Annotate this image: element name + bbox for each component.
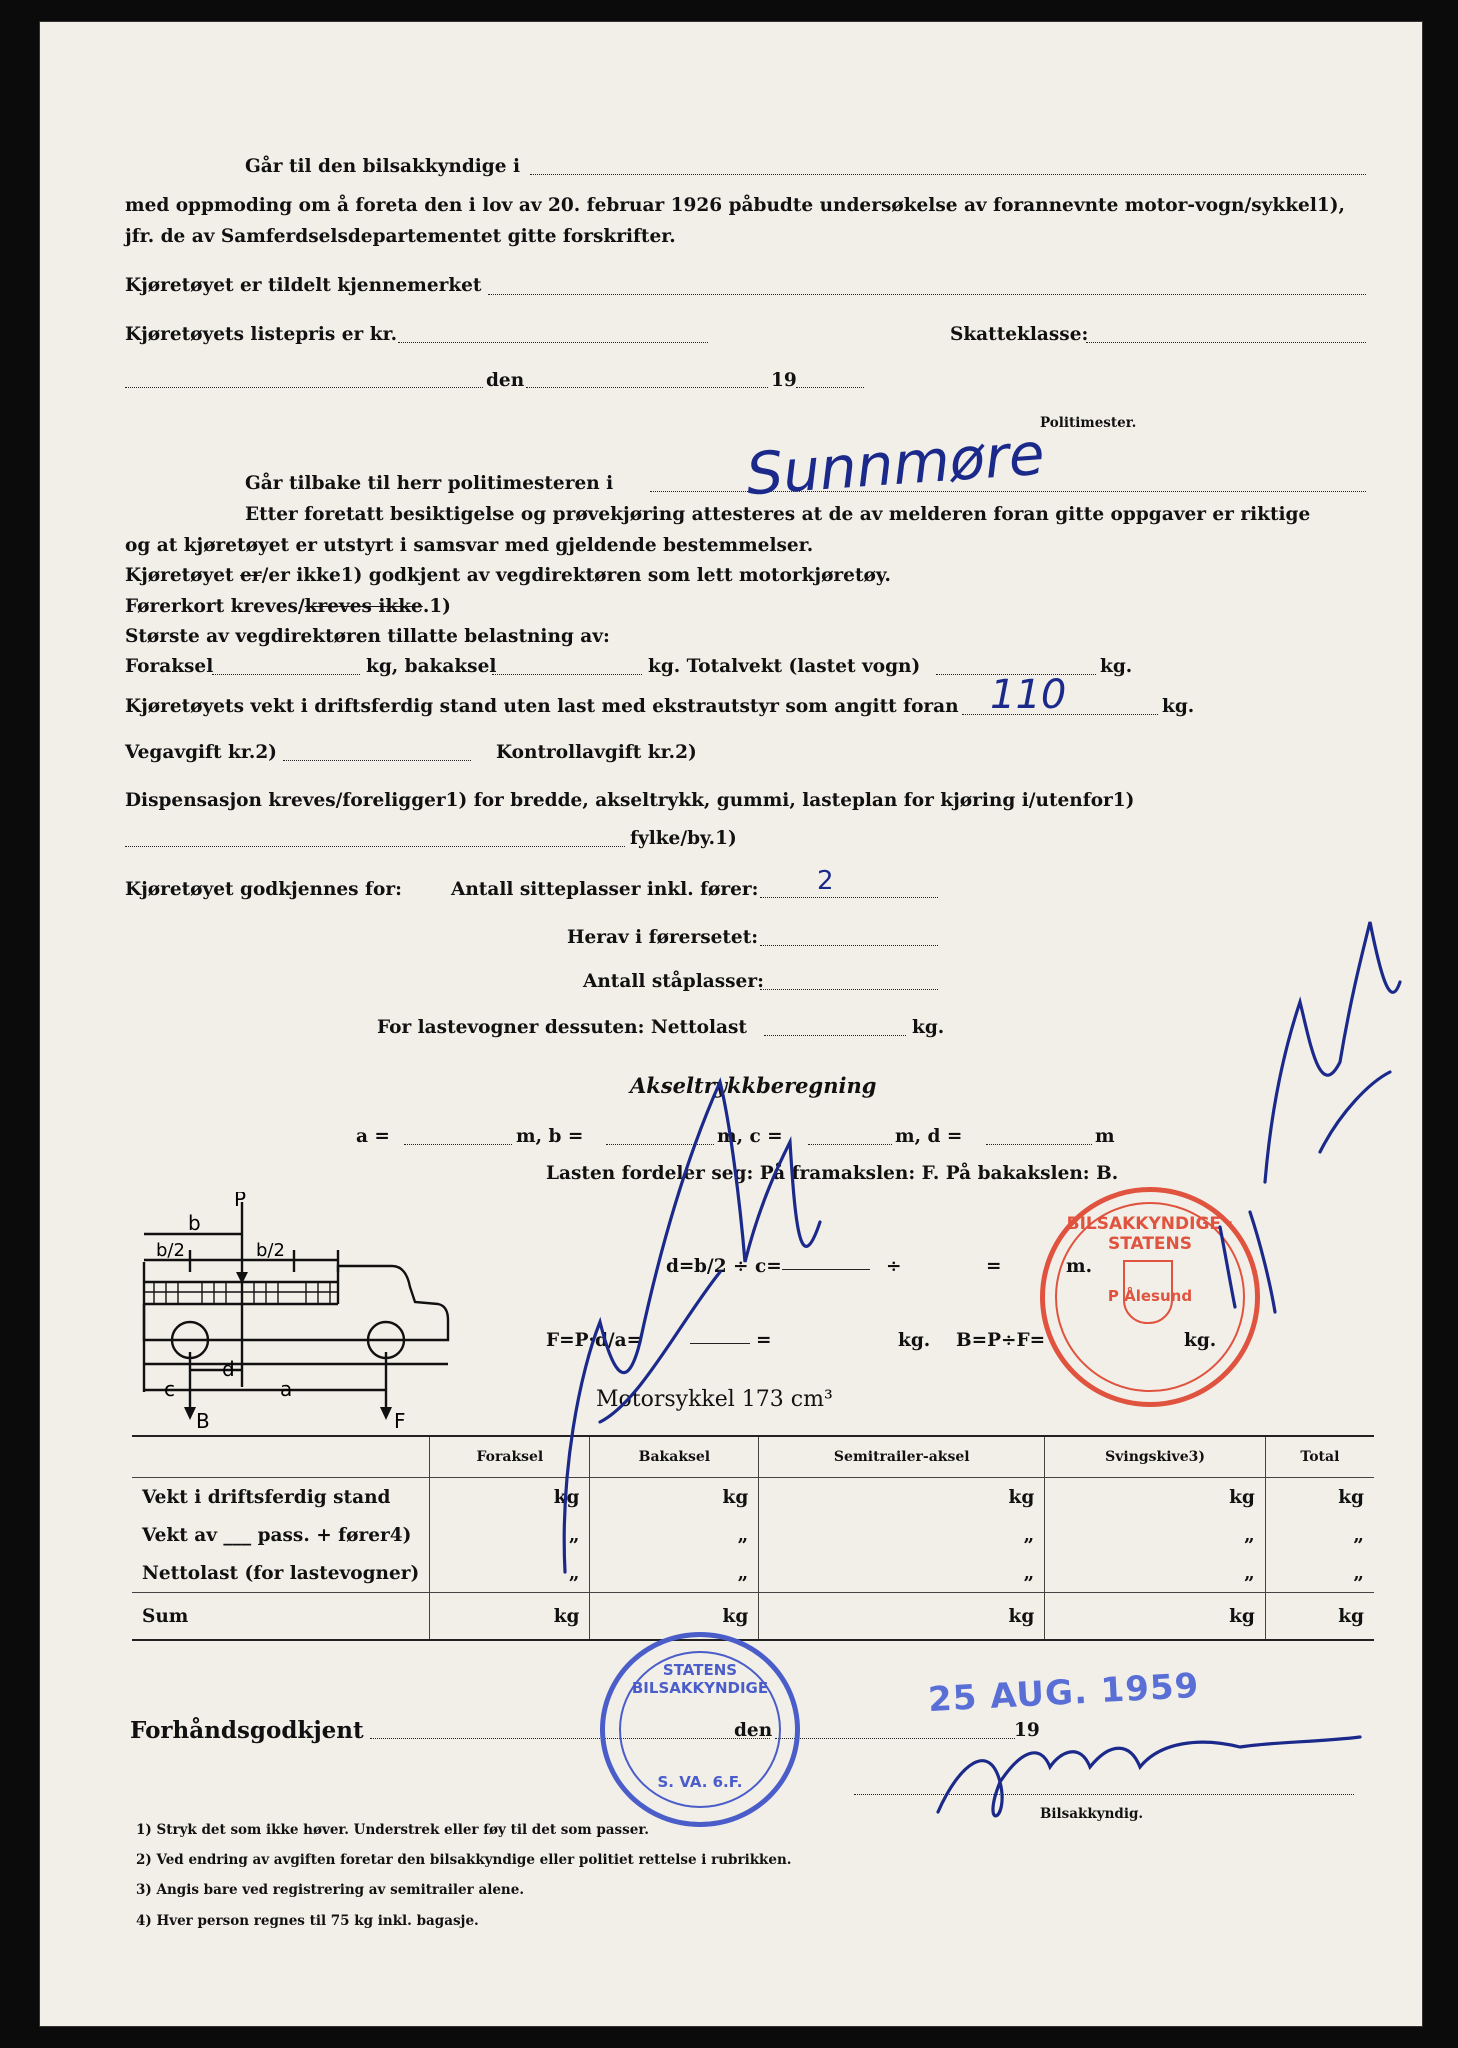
bilsakkyndig-label: Bilsakkyndig. (1040, 1806, 1144, 1822)
diagram-p: P (234, 1192, 247, 1211)
return-label: Går tilbake til herr politimesteren i (245, 473, 614, 494)
dispensasjon-label: Dispensasjon kreves/foreligger1) for bredde, akseltrykk, gummi, lasteplan for kjøring i/utenfor1) (125, 790, 1135, 811)
para2: og at kjøretøyet er utstyrt i samsvar med gjeldende bestemmelser. (125, 535, 814, 556)
politimester-label: Politimester. (1040, 415, 1137, 431)
vegavgift-label: Vegavgift kr.2) (125, 742, 277, 763)
handwritten-signatures (40, 22, 1422, 2026)
footnote-1: 1) Stryk det som ikke høver. Understrek eller føy til det som passer. (136, 1822, 649, 1838)
m-b: m, b = (516, 1126, 584, 1147)
diagram-b2a: b/2 (156, 1240, 185, 1261)
nettolast-label: For lastevogner dessuten: Nettolast (377, 1017, 747, 1038)
m-c: m, c = (717, 1126, 783, 1147)
formula-f: F=P·d/a= (546, 1330, 643, 1351)
table-header: Foraksel (430, 1436, 590, 1478)
para1: Etter foretatt besiktigelse og prøvekjøring attesteres at de av melderen foran gitte oppgaver er riktige (245, 504, 1311, 525)
a-label: a = (356, 1126, 390, 1147)
date-stamp: 25 AUG. 1959 (927, 1665, 1201, 1721)
staplasser-label: Antall ståplasser: (583, 971, 764, 992)
table-row: Vekt av ___ pass. + fører4) „ „ „ „ „ (132, 1516, 1374, 1554)
red-stamp-text: BILSAKKYNDIGE · STATENS (1066, 1214, 1234, 1254)
header-line3: jfr. de av Samferdselsdepartementet gitte forskrifter. (125, 226, 676, 247)
forersetet-label: Herav i førersetet: (567, 927, 759, 948)
kg-total: kg. (1100, 656, 1133, 677)
listepris-label: Kjøretøyets listepris er kr. (125, 324, 398, 345)
formula-b2c: b/2 ÷ c= (694, 1256, 782, 1277)
blue-stamp-small: S. VA. 6.F. (657, 1773, 743, 1791)
diagram-b: b (188, 1211, 201, 1235)
footnote-2: 2) Ved endring av avgiften foretar den bilsakkyndige eller politiet rettelse i rubrikken. (136, 1852, 792, 1868)
table-header: Total (1265, 1436, 1374, 1478)
footer-year: 19 (1014, 1720, 1040, 1741)
formula-eq: = (986, 1256, 1002, 1277)
sitteplasser-label: Antall sitteplasser inkl. fører: (451, 879, 759, 900)
formula-div: ÷ (886, 1256, 902, 1277)
lasten-label: Lasten fordeler seg: På framakslen: F. På bakakslen: B. (546, 1163, 1119, 1184)
diagram-f: F (394, 1409, 406, 1432)
kg-vekt: kg. (1162, 696, 1195, 717)
vekt-label: Kjøretøyets vekt i driftsferdig stand uten last med ekstrautstyr som angitt foran (125, 696, 959, 717)
kontrollavgift-label: Kontrollavgift kr.2) (496, 742, 697, 763)
handwritten-place: Sunnmøre (743, 419, 1047, 509)
formula-eq2: = (756, 1330, 772, 1351)
m-end: m (1095, 1126, 1115, 1147)
m-d: m, d = (895, 1126, 963, 1147)
formula-b: B=P÷F= (956, 1330, 1046, 1351)
fylke-label: fylke/by.1) (630, 828, 737, 849)
table-row-sum: Sum kg kg kg kg kg (132, 1593, 1374, 1641)
blue-stamp-text: STATENS BILSAKKYNDIGE (631, 1661, 769, 1697)
table-header: Semitrailer-aksel (759, 1436, 1045, 1478)
diagram-d: d (222, 1357, 235, 1381)
diagram-bb: B (196, 1409, 210, 1432)
formula-kg: kg. (898, 1330, 931, 1351)
formula-kg2: kg. (1184, 1330, 1217, 1351)
year-prefix: 19 (771, 370, 797, 391)
kjennemerke-label: Kjøretøyet er tildelt kjennemerket (125, 275, 482, 296)
motorsykkel-label: Motorsykkel 173 cm³ (596, 1387, 833, 1412)
godkjent-line: Kjøretøyet er/er ikke1) godkjent av vegdirektøren som lett motorkjøretøy. (125, 565, 891, 586)
table-row: Nettolast (for lastevogner) „ „ „ „ „ (132, 1554, 1374, 1593)
sitteplasser-value: 2 (817, 866, 834, 896)
skatteklasse-label: Skatteklasse: (950, 324, 1089, 345)
formula-d: d= (666, 1256, 695, 1277)
vekt-value: 110 (990, 672, 1067, 718)
header-line1: Går til den bilsakkyndige i (245, 156, 520, 177)
footer-den: den (734, 1720, 773, 1741)
table-header: Bakaksel (590, 1436, 759, 1478)
formula-m: m. (1066, 1256, 1093, 1277)
red-stamp-small: P Ålesund (1107, 1287, 1193, 1305)
footnote-3: 3) Angis bare ved registrering av semitrailer alene. (136, 1882, 525, 1898)
header-line2: med oppmoding om å foreta den i lov av 20. februar 1926 påbudte undersøkelse av forannevnte motor-vogn/sykkel1), (125, 195, 1345, 216)
akseltrykk-title: Akseltrykkberegning (630, 1073, 877, 1098)
form-sheet (40, 22, 1422, 2026)
diagram-a: a (280, 1377, 293, 1401)
kg-nettolast: kg. (912, 1017, 945, 1038)
kg-totalvekt: kg. Totalvekt (lastet vogn) (648, 656, 921, 677)
diagram-c: c (164, 1377, 175, 1401)
diagram-b2b: b/2 (256, 1240, 285, 1261)
den-label: den (486, 370, 525, 391)
kg-bakaksel: kg, bakaksel (366, 656, 497, 677)
footnote-4: 4) Hver person regnes til 75 kg inkl. bagasje. (136, 1913, 479, 1929)
table-header: Svingskive3) (1045, 1436, 1266, 1478)
godkjennes-label: Kjøretøyet godkjennes for: (125, 879, 402, 900)
belastning-label: Største av vegdirektøren tillatte belastning av: (125, 626, 610, 647)
forhands-label: Forhåndsgodkjent (130, 1717, 364, 1744)
table-row: Vekt i driftsferdig stand kg kg kg kg kg (132, 1478, 1374, 1517)
forerkort-line: Førerkort kreves/kreves ikke.1) (125, 596, 451, 617)
foraksel-label: Foraksel (125, 656, 214, 677)
